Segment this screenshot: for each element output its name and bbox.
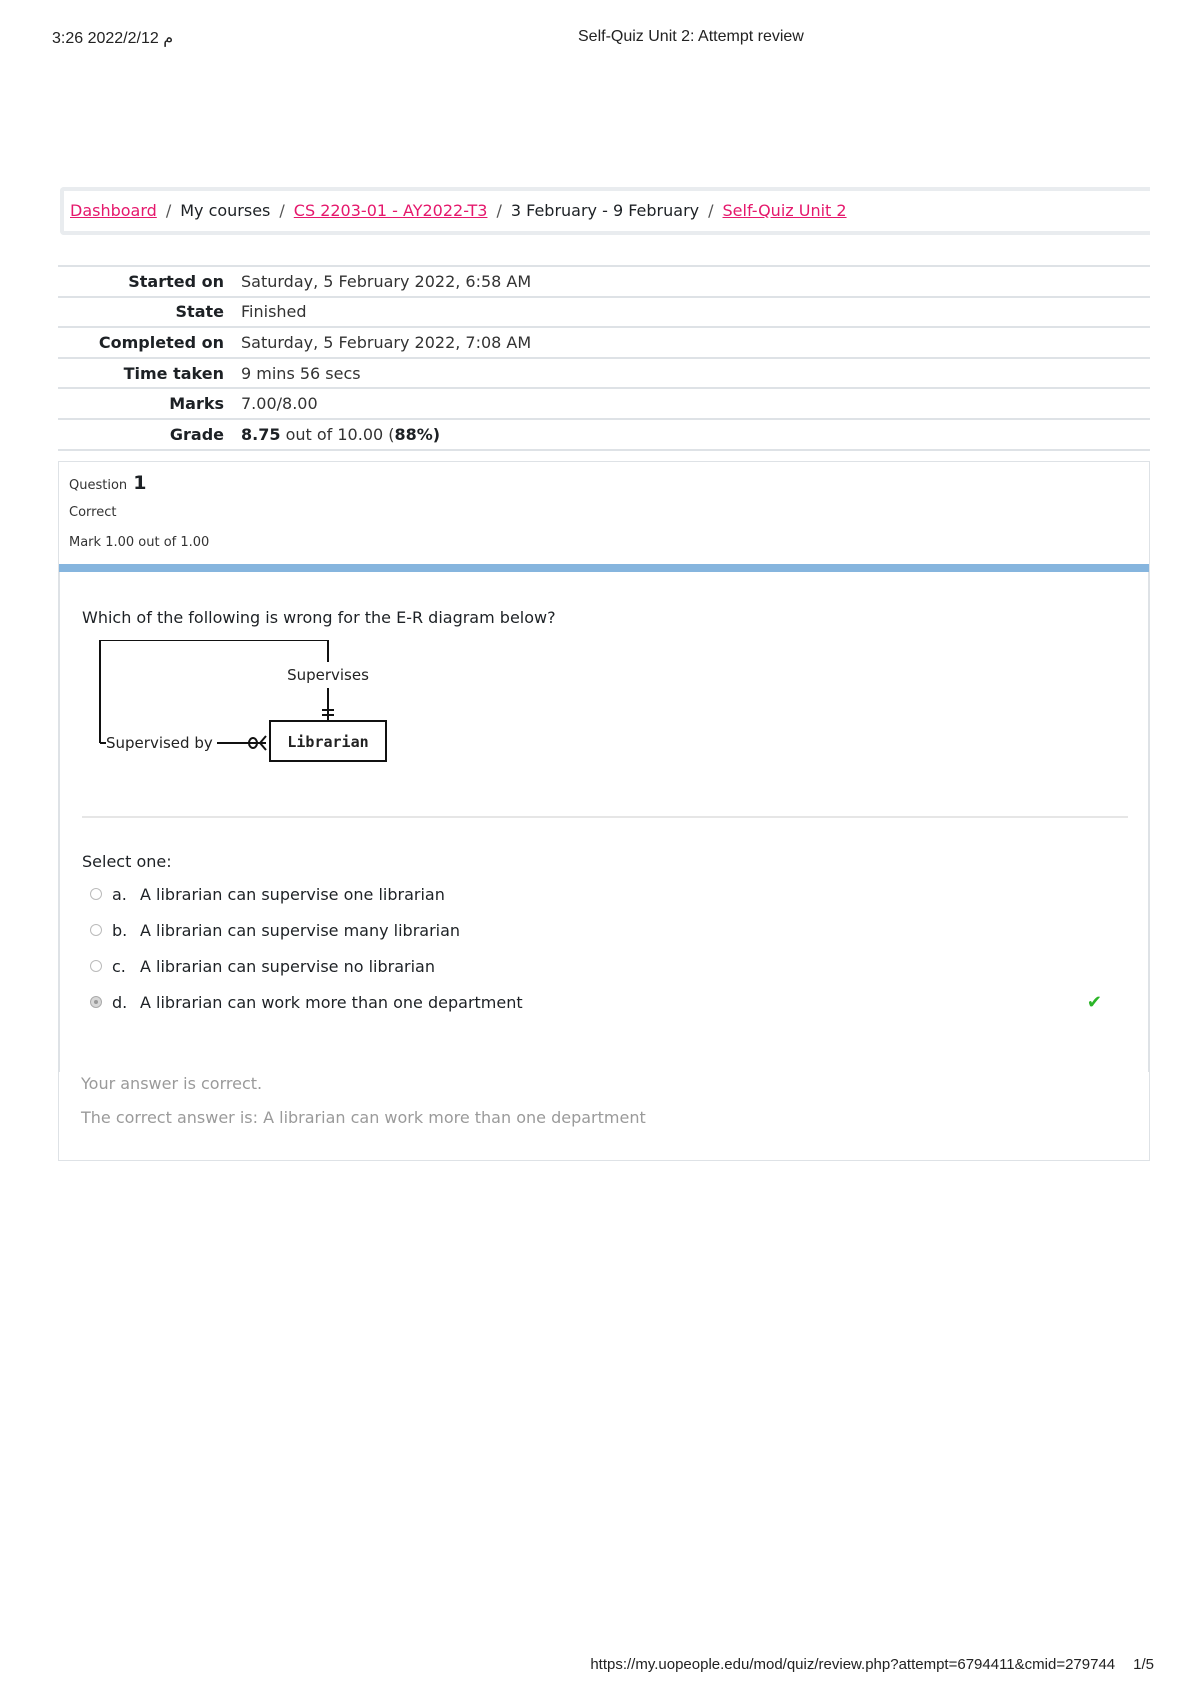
print-url: https://my.uopeople.edu/mod/quiz/review.php?attempt=6794411&cmid=279744 [590,1656,1116,1673]
summary-row-state [58,297,1150,328]
question-info [69,472,209,562]
grade-out-of: out of 10.00 ( [280,424,395,444]
option-text: A librarian can supervise no librarian [140,957,435,976]
radio-button[interactable] [90,924,102,936]
grade-value [241,419,1150,450]
summary-label: State [58,297,241,328]
breadcrumb-separator: / [708,201,714,220]
breadcrumb-separator: / [496,201,502,220]
summary-label: Marks [58,388,241,419]
er-crowfoot [260,736,266,743]
question-label: Question [69,478,128,493]
question-feedback [81,1072,646,1140]
option-letter: a. [112,885,127,904]
print-footer [590,1656,1154,1673]
breadcrumb-quiz-link[interactable]: Self-Quiz Unit 2 [722,201,847,220]
question-status: Correct [69,505,117,520]
grade-score: 8.75 [241,424,281,444]
breadcrumb-course-link[interactable]: CS 2203-01 - AY2022-T3 [293,201,488,220]
print-timestamp: 3:26 2022/2/12 م [52,30,174,47]
radio-button-selected[interactable] [90,996,102,1008]
answer-option-b[interactable] [90,918,1130,944]
breadcrumb-my-courses: My courses [180,201,271,220]
summary-value: 7.00/8.00 [241,388,1150,419]
grade-close: ) [432,424,441,444]
question-content [59,572,1149,1072]
grade-percent: 88% [394,424,433,444]
answer-option-c[interactable] [90,954,1130,980]
option-text: A librarian can work more than one department [140,993,523,1012]
er-diagram [98,640,398,780]
summary-label: Completed on [58,327,241,358]
checkmark-icon: ✔ [1086,992,1102,1013]
option-letter: c. [112,957,126,976]
summary-row-completed [58,327,1150,358]
question-mark: Mark 1.00 out of 1.00 [69,535,210,550]
answer-option-d[interactable] [90,990,1130,1016]
attempt-summary-table [58,265,1150,451]
summary-row-grade [58,419,1150,450]
question-content-bar [59,564,1149,572]
option-letter: b. [112,921,128,940]
summary-label: Grade [58,419,241,450]
print-header [0,28,1200,50]
summary-row-started [58,266,1150,297]
answer-option-a[interactable] [90,882,1130,908]
er-crowfoot [260,743,266,750]
summary-value: Finished [241,297,1150,328]
summary-row-time-taken [58,358,1150,389]
breadcrumb [60,187,1150,235]
breadcrumb-separator: / [165,201,172,220]
summary-value: Saturday, 5 February 2022, 7:08 AM [241,327,1150,358]
summary-label: Started on [58,266,241,297]
question-1 [58,461,1150,1161]
er-entity-label: Librarian [287,733,369,751]
breadcrumb-dashboard-link[interactable]: Dashboard [70,201,157,220]
summary-label: Time taken [58,358,241,389]
print-page-number: 1/5 [1133,1656,1154,1673]
option-text: A librarian can supervise many librarian [140,921,461,940]
breadcrumb-week: 3 February - 9 February [510,201,700,220]
feedback-general: Your answer is correct. [81,1074,263,1093]
er-self-loop-line [100,640,328,743]
question-number: 1 [133,472,147,494]
summary-value: Saturday, 5 February 2022, 6:58 AM [241,266,1150,297]
er-rel-top-label: Supervises [287,666,369,684]
divider [82,816,1128,818]
select-one-label: Select one: [82,852,172,871]
summary-value: 9 mins 56 secs [241,358,1150,389]
radio-button[interactable] [90,888,102,900]
print-page-title: Self-Quiz Unit 2: Attempt review [578,28,804,45]
summary-row-marks [58,388,1150,419]
er-rel-left-label: Supervised by [106,734,213,752]
option-letter: d. [112,993,128,1012]
question-text: Which of the following is wrong for the E-R diagram below? [82,608,556,627]
option-text: A librarian can supervise one librarian [140,885,445,904]
feedback-right-answer: The correct answer is: A librarian can work more than one department [81,1108,646,1127]
radio-button[interactable] [90,960,102,972]
breadcrumb-separator: / [279,201,285,220]
